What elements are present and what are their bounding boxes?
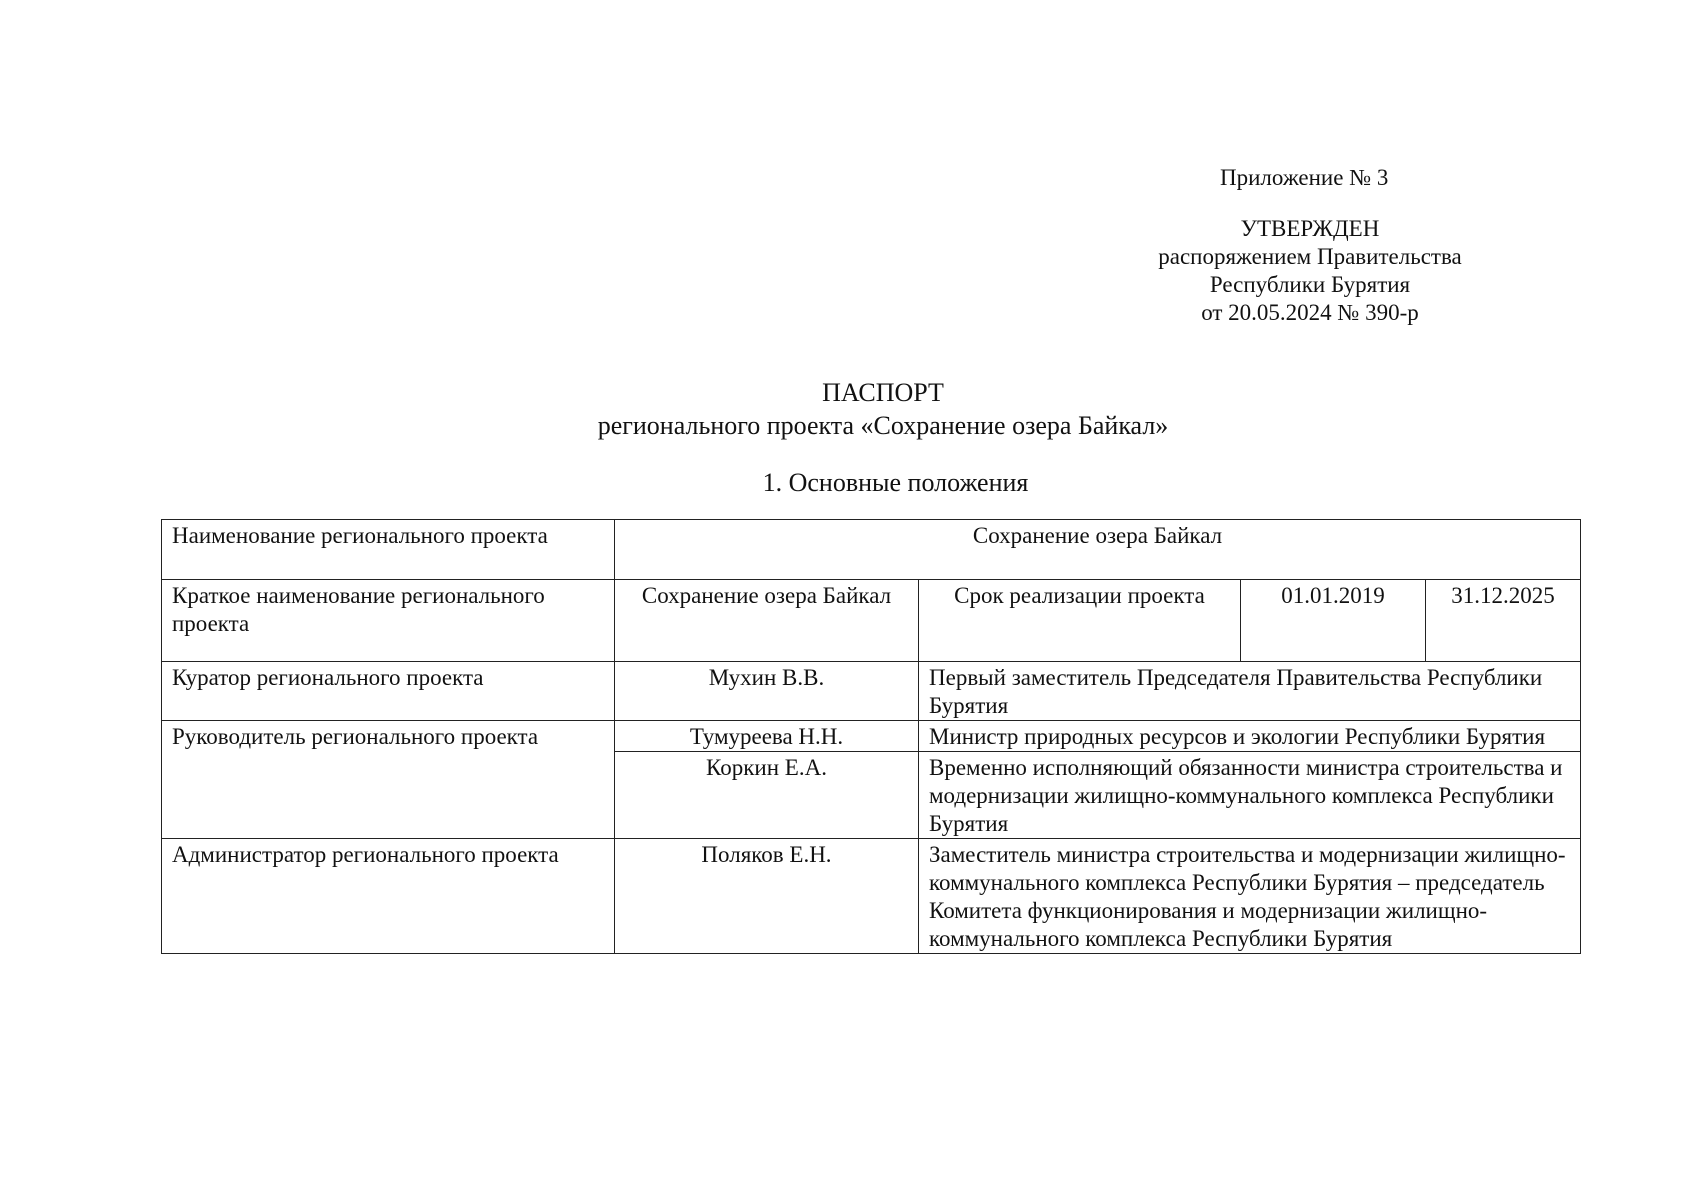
term-end-date: 31.12.2025: [1426, 580, 1581, 662]
table-row: [162, 580, 1581, 662]
approval-block: [1120, 215, 1500, 327]
admin-label: Администратор регионального проекта: [162, 839, 615, 954]
section-title: 1. Основные положения: [762, 468, 1029, 497]
approval-line: распоряжением Правительства: [1158, 244, 1462, 269]
table-row: [162, 839, 1581, 954]
short-name-label: Краткое наименование регионального проекта: [162, 580, 615, 662]
document-title: ПАСПОРТ: [822, 378, 944, 407]
appendix-number: Приложение № 3: [1220, 165, 1389, 190]
head-name: Коркин Е.А.: [615, 752, 919, 839]
term-start-date: 01.01.2019: [1241, 580, 1426, 662]
head-label: Руководитель регионального проекта: [162, 721, 615, 839]
short-name-value: Сохранение озера Байкал: [615, 580, 919, 662]
head-position: Временно исполняющий обязанности министра строительства и модернизации жилищно-коммунального комплекса Республики Бурятия: [919, 752, 1581, 839]
passport-table: [161, 519, 1581, 954]
document-subtitle: регионального проекта «Сохранение озера Байкал»: [597, 411, 1169, 440]
term-label: Срок реализации проекта: [919, 580, 1241, 662]
admin-position: Заместитель министра строительства и модернизации жилищно-коммунального комплекса Республики Бурятия – председатель Комитета функционирования и модернизации жилищно-коммунального комплекса Республики Бурятия: [919, 839, 1581, 954]
approval-title: УТВЕРЖДЕН: [1240, 216, 1380, 241]
head-position: Министр природных ресурсов и экологии Республики Бурятия: [919, 721, 1581, 752]
project-name-label: Наименование регионального проекта: [162, 520, 615, 580]
curator-position: Первый заместитель Председателя Правительства Республики Бурятия: [919, 662, 1581, 721]
table-row: [162, 520, 1581, 580]
admin-name: Поляков Е.Н.: [615, 839, 919, 954]
approval-line: Республики Бурятия: [1209, 272, 1411, 297]
project-name-value: Сохранение озера Байкал: [615, 520, 1581, 580]
head-name: Тумуреева Н.Н.: [615, 721, 919, 752]
curator-name: Мухин В.В.: [615, 662, 919, 721]
document-title-block: [0, 376, 1698, 442]
approval-date: от 20.05.2024 № 390-р: [1201, 300, 1419, 325]
table-row: [162, 721, 1581, 752]
table-row: [162, 662, 1581, 721]
curator-label: Куратор регионального проекта: [162, 662, 615, 721]
